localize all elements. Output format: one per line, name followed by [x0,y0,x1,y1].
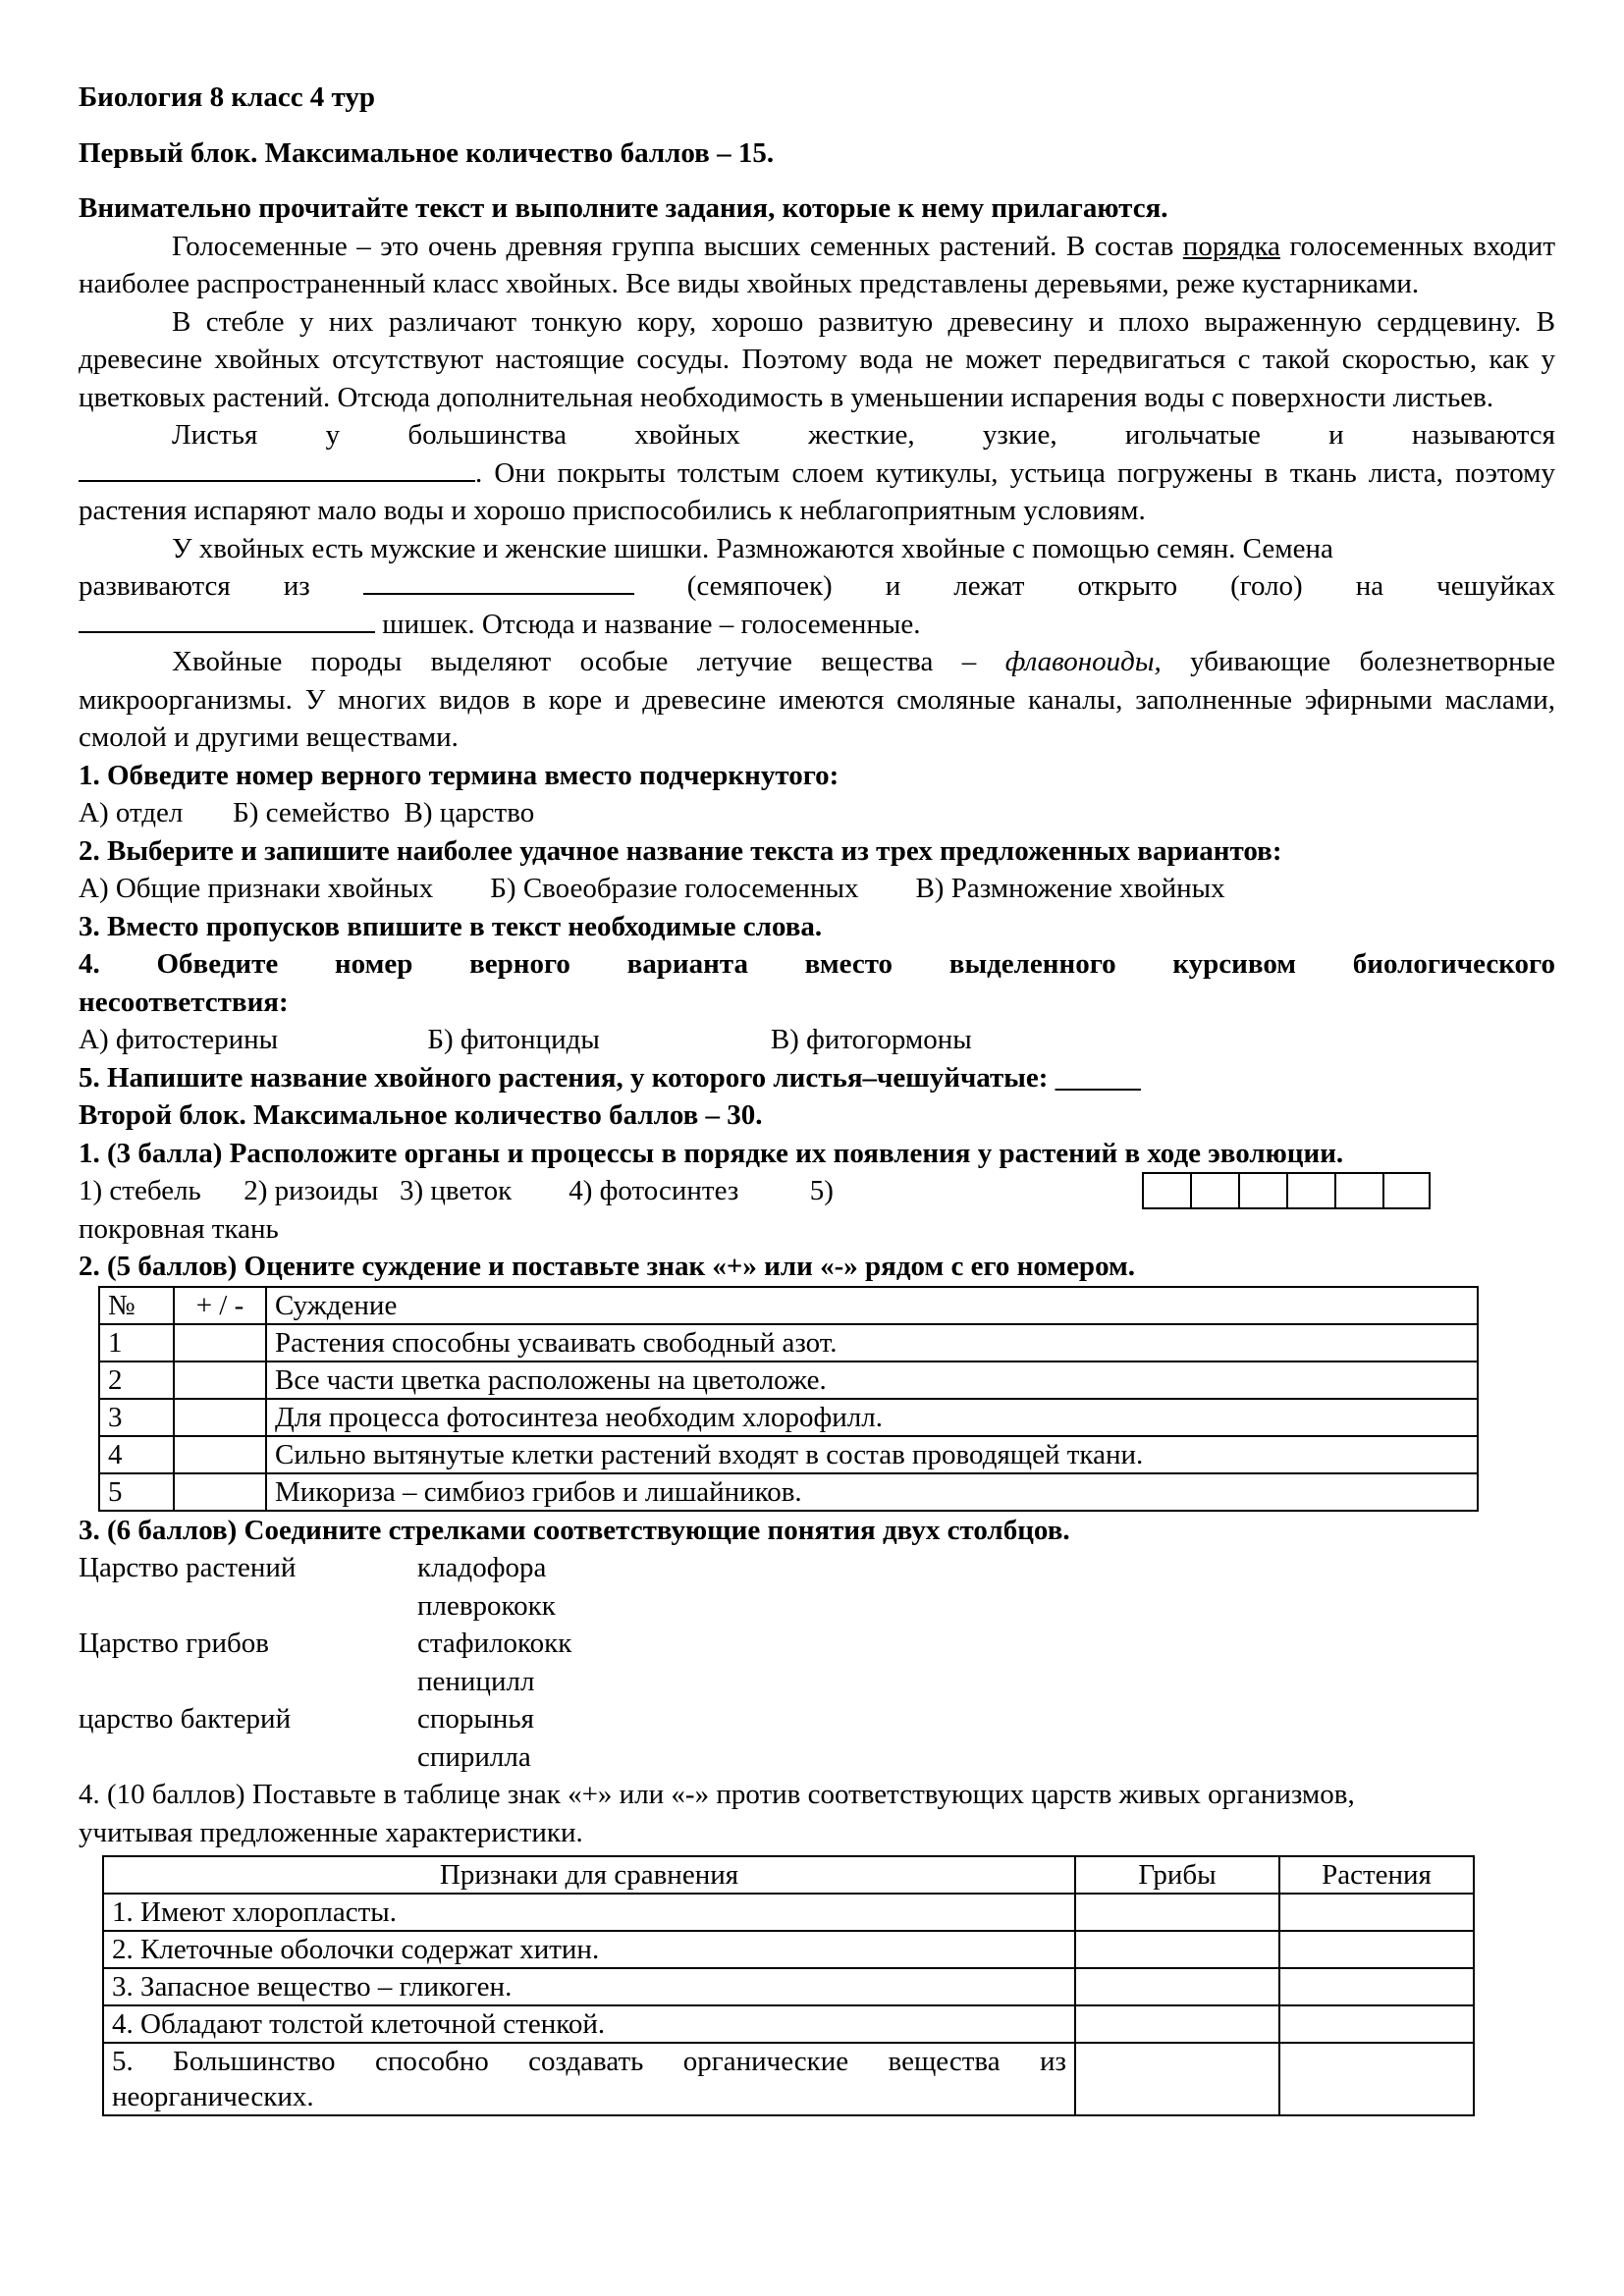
italic-term: флавоноиды, [1004,646,1162,677]
sign-cell[interactable] [174,1436,266,1473]
fungi-cell[interactable] [1075,2043,1279,2115]
header-plants: Растения [1279,1856,1474,1894]
match-left-item[interactable]: Царство растений [79,1552,297,1583]
table-row: 2 Все части цветка расположены на цветоложе. [99,1362,1478,1399]
header-fungi: Грибы [1075,1856,1279,1894]
text-paragraph-3-rest: . Они покрыты толстым слоем кутикулы, устьица погружены в ткань листа, поэтому растения испаряют мало воды и хорошо приспособились к неблагоприятным условиям. [79,454,1555,530]
text-paragraph-4-line3: шишек. Отсюда и название – голосеменные. [79,606,1555,644]
answer-blank-1[interactable] [79,454,475,482]
question-1: 1. Обведите номер верного термина вместо подчеркнутого: [79,759,839,791]
answer-blank-2[interactable] [363,567,634,595]
table-row: 4 Сильно вытянутые клетки растений входят в состав проводящей ткани. [99,1436,1478,1473]
sign-cell[interactable] [174,1362,266,1399]
block2-question-4: 4. (10 баллов) Поставьте в таблице знак «+» или «-» против соответствующих царств живых организмов, учитывая предложенные характеристики. [79,1779,1355,1848]
sign-cell[interactable] [174,1324,266,1362]
match-right-item[interactable]: спирилла [417,1740,531,1773]
match-right-item[interactable]: спорынья [417,1703,534,1735]
question-2: 2. Выберите и запишите наиболее удачное название текста из трех предложенных вариантов: [79,834,1282,867]
table-row: 1. Имеют хлоропласты. [103,1894,1474,1931]
match-left-item [79,1738,417,1777]
question-5: 5. Напишите название хвойного растения, у которого листья–чешуйчатые: ______ [79,1061,1141,1094]
question-2-options[interactable]: А) Общие признаки хвойных Б) Своеобразие голосеменных В) Размножение хвойных [79,873,1225,904]
fungi-cell[interactable] [1075,1931,1279,1968]
block1-instruction: Внимательно прочитайте текст и выполните задания, которые к нему прилагаются. [79,192,1168,224]
comparison-table [102,1855,1475,2116]
table-row: 2. Клеточные оболочки содержат хитин. [103,1931,1474,1968]
text-paragraph-1: Голосеменные – это очень древняя группа высших семенных растений. В состав порядка голосеменных входит наиболее распространенный класс хвойных. Все виды хвойных представлены деревьями, реже кустарниками. [79,230,1555,299]
worksheet-page [79,79,1555,2116]
header-statement: Суждение [266,1287,1478,1324]
block2-question-3: 3. (6 баллов) Соедините стрелками соответствующие понятия двух столбцов. [79,1514,1070,1546]
question-1-options[interactable]: А) отдел Б) семейство В) царство [79,797,535,828]
underlined-term: порядка [1182,230,1280,262]
block2-question-1: 1. (3 балла) Расположите органы и процессы в порядке их появления у растений в ходе эволюции. [79,1137,1344,1169]
question-4-options[interactable]: А) фитостерины Б) фитонциды В) фитогормоны [79,1024,972,1055]
match-right-item[interactable]: кладофора [417,1552,547,1583]
plants-cell[interactable] [1279,1894,1474,1931]
table-row: 1 Растения способны усваивать свободный азот. [99,1324,1478,1362]
block2-heading: Второй блок. Максимальное количество баллов – 30. [79,1099,763,1131]
match-left-item [79,1663,417,1701]
plants-cell[interactable] [1279,2005,1474,2043]
fungi-cell[interactable] [1075,1968,1279,2005]
table-row: 5. Большинство способно создавать органические вещества из неорганических. [103,2043,1474,2115]
table-row: 3. Запасное вещество – гликоген. [103,1968,1474,2005]
text-paragraph-5: Хвойные породы выделяют особые летучие вещества – флавоноиды, убивающие болезнетворные микроорганизмы. У многих видов в коре и древесине имеются смоляные каналы, заполненные эфирными маслами, смолой и другими веществами. [79,646,1556,753]
judgement-table [98,1286,1479,1512]
header-number: № [99,1287,174,1324]
text-paragraph-3-line1: Листья у большинства хвойных жесткие, узкие, игольчатые и называются [172,419,1555,451]
table-header-row [103,1856,1474,1894]
fungi-cell[interactable] [1075,2005,1279,2043]
table-header-row [99,1287,1478,1324]
matching-columns [79,1549,1555,1776]
question-4: 4. Обведите номер верного варианта вместо выделенного курсивом биологического несоответствия: [79,948,1555,1018]
match-left-item[interactable]: царство бактерий [79,1703,292,1735]
plants-cell[interactable] [1279,1968,1474,2005]
sign-cell[interactable] [174,1473,266,1511]
table-row: 5 Микориза – симбиоз грибов и лишайников. [99,1473,1478,1511]
page-title: Биология 8 класс 4 тур [79,81,376,113]
match-right-item[interactable]: плеврококк [417,1589,556,1622]
text-paragraph-4-line2: развиваются из (семяпочек) и лежат открыто (голо) на чешуйках [79,567,1555,606]
question-3: 3. Вместо пропусков впишите в текст необходимые слова. [79,910,823,942]
sign-cell[interactable] [174,1399,266,1436]
table-row: 3 Для процесса фотосинтеза необходим хлорофилл. [99,1399,1478,1436]
table-row: 4. Обладают толстой клеточной стенкой. [103,2005,1474,2043]
match-right-item[interactable]: стафилококк [417,1628,572,1659]
plants-cell[interactable] [1279,2043,1474,2115]
text-paragraph-2: В стебле у них различают тонкую кору, хорошо развитую древесину и плохо выраженную сердцевину. В древесине хвойных отсутствуют настоящие сосуды. Поэтому вода не может передвигаться с такой скоростью, как у цветковых растений. Отсюда дополнительная необходимость в уменьшении испарения воды с поверхности листьев. [79,305,1555,413]
header-sign: + / - [174,1287,266,1324]
header-features: Признаки для сравнения [103,1856,1075,1894]
sequence-answer-box[interactable] [1142,1172,1431,1209]
block2-question-1-options-cont: покровная ткань [79,1212,279,1245]
block2-question-2: 2. (5 баллов) Оцените суждение и поставьте знак «+» или «-» рядом с его номером. [79,1251,1136,1282]
fungi-cell[interactable] [1075,1894,1279,1931]
match-right-item[interactable]: пеницилл [417,1665,535,1697]
match-left-item[interactable]: Царство грибов [79,1628,269,1659]
answer-blank-3[interactable] [79,606,375,633]
match-left-item [79,1587,417,1626]
text-paragraph-4-line1: У хвойных есть мужские и женские шишки. Размножаются хвойные с помощью семян. Семена [172,532,1333,564]
block1-heading: Первый блок. Максимальное количество баллов – 15. [79,136,775,169]
block2-question-1-options: 1) стебель 2) ризоиды 3) цветок 4) фотосинтез 5) [79,1172,1555,1210]
plants-cell[interactable] [1279,1931,1474,1968]
